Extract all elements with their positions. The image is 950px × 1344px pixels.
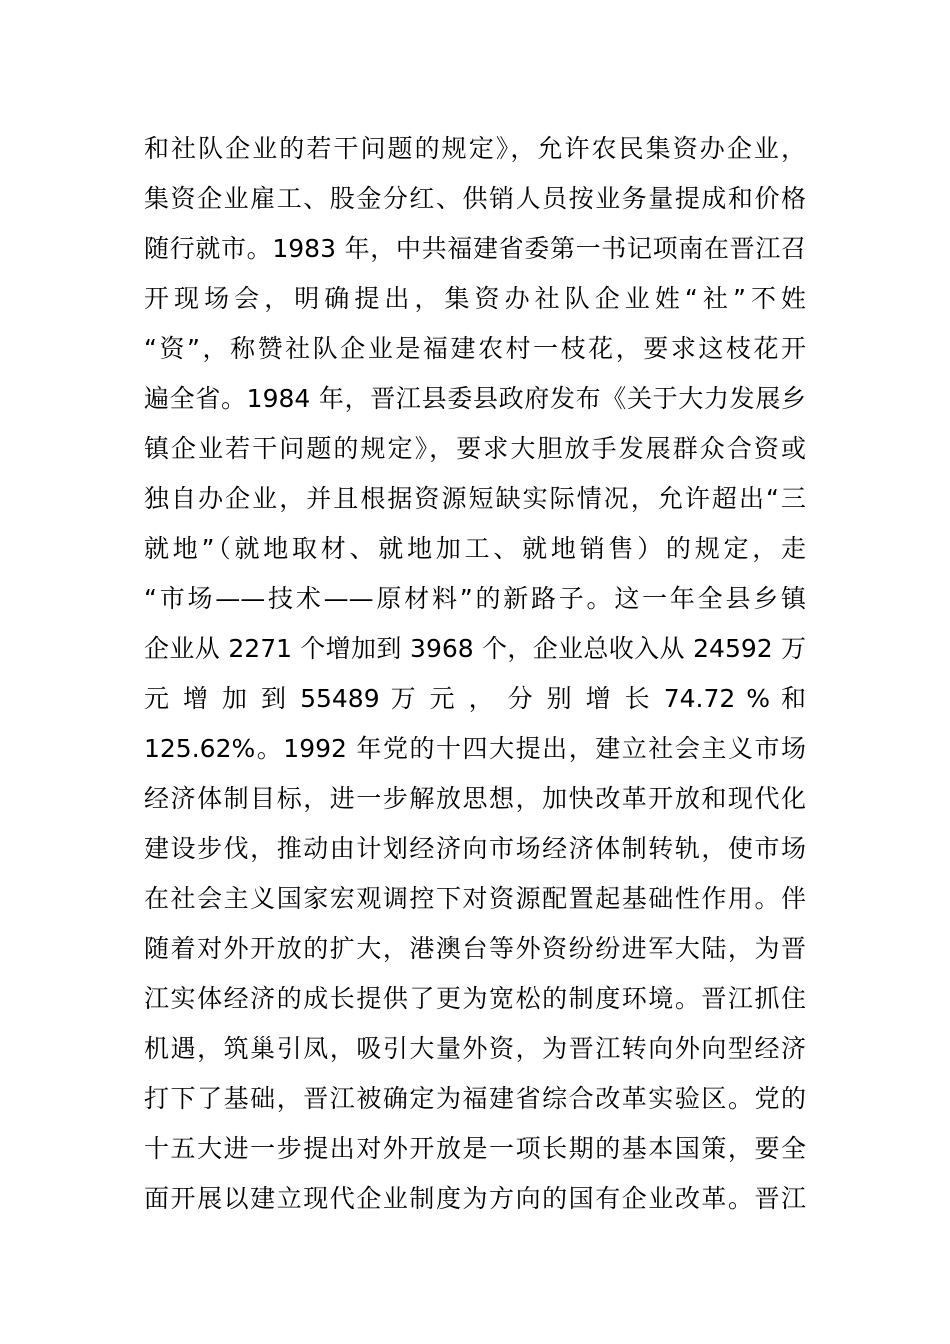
text-line: “资”，称赞社队企业是福建农村一枝花，要求这枝花开 [144,334,806,363]
text-line: 十五大进一步提出对外开放是一项长期的基本国策，要全 [144,1134,806,1163]
text-line: 就地”（就地取材、就地加工、就地销售）的规定，走 [144,534,806,563]
text-line: “市场——技术——原材料”的新路子。这一年全县乡镇 [144,584,806,613]
text-line: 集资企业雇工、股金分红、供销人员按业务量提成和价格 [144,184,806,213]
text-line: 开现场会，明确提出，集资办社队企业姓“社”不姓 [144,284,806,313]
text-line: 元 增 加 到 55489 万 元 ， 分 别 增 长 74.72 % 和 [144,684,806,713]
text-line: 随行就市。1983 年，中共福建省委第一书记项南在晋江召 [144,234,806,263]
text-line: 和社队企业的若干问题的规定》，允许农民集资办企业， [144,134,806,163]
text-line: 江实体经济的成长提供了更为宽松的制度环境。晋江抓住 [144,984,806,1013]
text-line: 遍全省。1984 年，晋江县委县政府发布《关于大力发展乡 [144,384,806,413]
text-line: 125.62%。1992 年党的十四大提出，建立社会主义市场 [144,734,806,763]
text-line: 企业从 2271 个增加到 3968 个，企业总收入从 24592 万 [144,634,806,663]
text-line: 建设步伐，推动由计划经济向市场经济体制转轨，使市场 [144,834,806,863]
text-line: 在社会主义国家宏观调控下对资源配置起基础性作用。伴 [144,884,806,913]
text-line: 面开展以建立现代企业制度为方向的国有企业改革。晋江 [144,1184,806,1213]
text-line: 打下了基础，晋江被确定为福建省综合改革实验区。党的 [144,1084,806,1113]
text-line: 经济体制目标，进一步解放思想，加快改革开放和现代化 [144,784,806,813]
text-line: 机遇，筑巢引凤，吸引大量外资，为晋江转向外向型经济 [144,1034,806,1063]
text-line: 随着对外开放的扩大，港澳台等外资纷纷进军大陆，为晋 [144,934,806,963]
body-text [144,124,806,1224]
text-line: 独自办企业，并且根据资源短缺实际情况，允许超出“三 [144,484,806,513]
text-line: 镇企业若干问题的规定》，要求大胆放手发展群众合资或 [144,434,806,463]
